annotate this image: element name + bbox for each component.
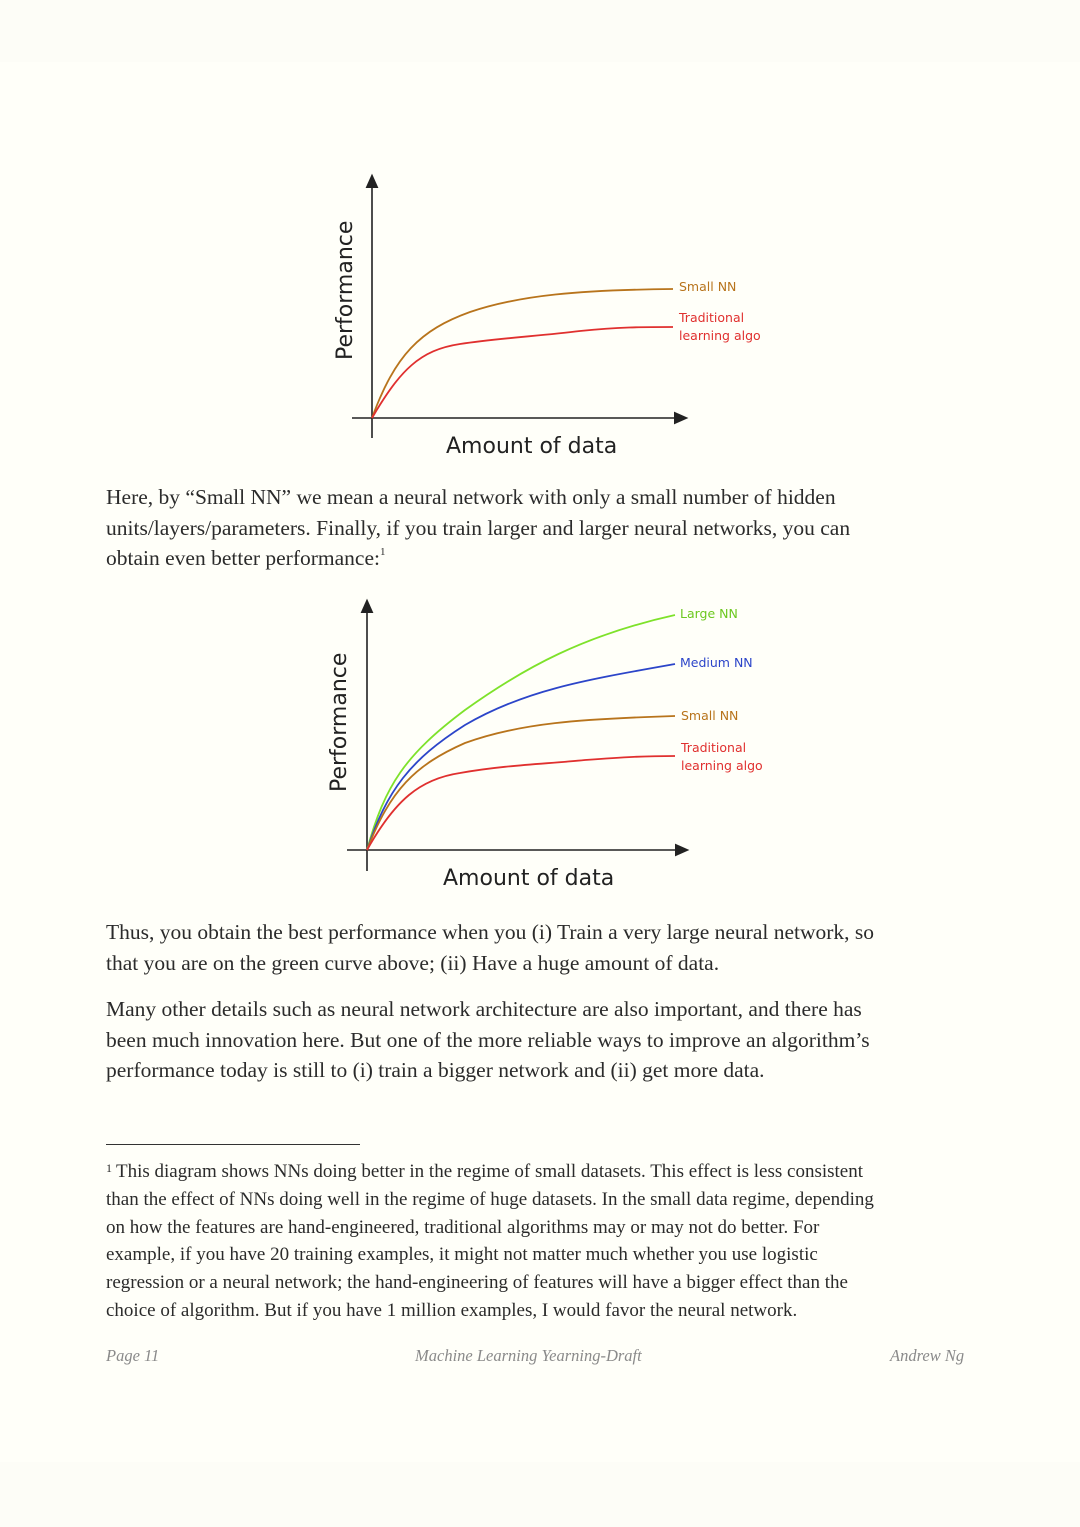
footnote-line: than the effect of NNs doing well in the regime of huge datasets. In the small data regime, depending — [106, 1188, 874, 1210]
small-nn-label: Small NN — [681, 708, 739, 723]
paragraph-line: obtain even better performance: — [106, 546, 380, 570]
footnote-line: This diagram shows NNs doing better in the regime of small datasets. This effect is less consistent — [116, 1161, 864, 1182]
footnote-line: choice of algorithm. But if you have 1 million examples, I would favor the neural network. — [106, 1299, 798, 1321]
paragraph-line: Many other details such as neural network architecture are also important, and there has — [106, 997, 862, 1021]
paragraph-conclusion — [106, 917, 976, 978]
traditional-curve — [367, 756, 675, 850]
figure-small-nn-vs-traditional — [320, 170, 780, 470]
traditional-curve — [372, 327, 673, 418]
traditional-label-line1: Traditional — [681, 740, 747, 755]
paragraph-line: Thus, you obtain the best performance when you (i) Train a very large neural network, so — [106, 920, 875, 944]
footnote-mark: 1 — [106, 1161, 112, 1175]
traditional-label-line2: learning algo — [681, 758, 763, 773]
paragraph-other-details — [106, 994, 976, 1086]
medium-nn-label: Medium NN — [680, 655, 753, 670]
large-nn-label: Large NN — [680, 606, 738, 621]
paragraph-line: been much innovation here. But one of the more reliable ways to improve an algorithm’s — [106, 1027, 870, 1052]
y-axis-label: Performance — [327, 652, 352, 792]
page-number: Page 11 — [106, 1346, 160, 1365]
traditional-label-line1: Traditional — [679, 310, 745, 325]
paragraph-line: performance today is still to (i) train a bigger network and (ii) get more data. — [106, 1058, 765, 1082]
footnote-line: example, if you have 20 training examples, it might not matter much whether you use logistic — [106, 1244, 818, 1266]
footnote-line: on how the features are hand-engineered, traditional algorithms may or may not do better. For — [106, 1216, 820, 1238]
figure-nn-sizes — [315, 595, 785, 900]
footnote-divider — [106, 1144, 360, 1145]
traditional-label-line2: learning algo — [679, 328, 761, 343]
small-nn-curve — [372, 289, 673, 418]
book-title: Machine Learning Yearning-Draft — [415, 1346, 642, 1365]
paragraph-small-nn — [106, 482, 976, 574]
footnote-reference[interactable]: 1 — [380, 546, 386, 558]
author-name: Andrew Ng — [890, 1346, 965, 1365]
paragraph-line: Here, by “Small NN” we mean a neural network with only a small number of hidden — [106, 485, 836, 509]
small-nn-label: Small NN — [679, 279, 737, 294]
footnote — [106, 1155, 976, 1325]
paragraph-line: that you are on the green curve above; (ii) Have a huge amount of data. — [106, 950, 720, 975]
paragraph-line: units/layers/parameters. Finally, if you train larger and larger neural networks, you can — [106, 515, 851, 540]
x-axis-label: Amount of data — [443, 866, 615, 891]
y-axis-label: Performance — [333, 220, 358, 360]
large-nn-curve — [367, 615, 675, 850]
footnote-line: regression or a neural network; the hand-engineering of features will have a bigger effect than the — [106, 1272, 848, 1294]
small-nn-curve — [367, 716, 675, 850]
x-axis-label: Amount of data — [446, 434, 618, 459]
